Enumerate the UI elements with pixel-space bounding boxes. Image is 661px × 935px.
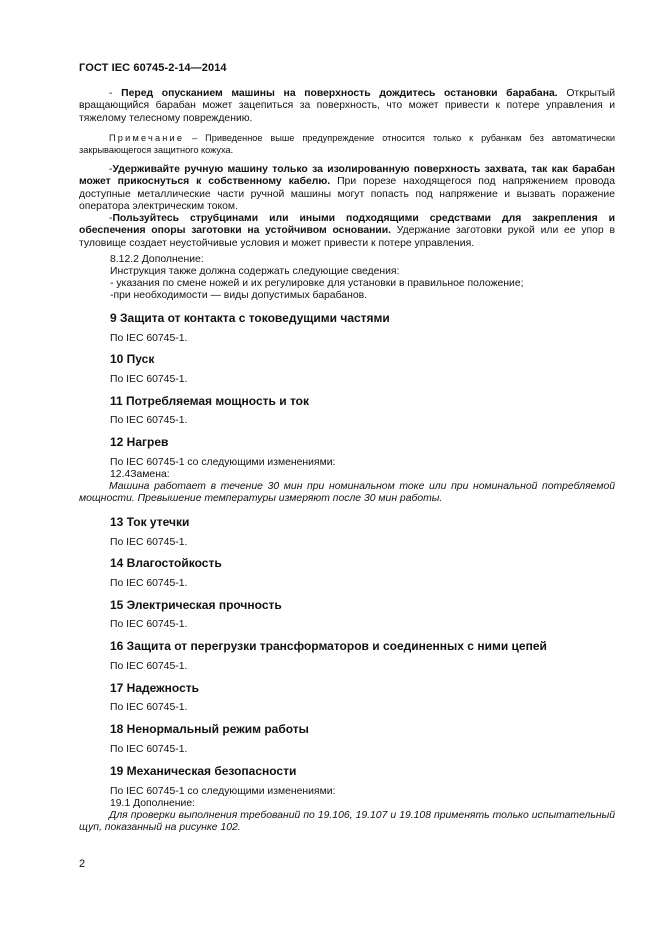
section-heading: 9 Защита от контакта с токоведущими частями bbox=[110, 311, 390, 325]
section-heading: 11 Потребляемая мощность и ток bbox=[110, 394, 310, 408]
section-text: По IEC 60745-1. bbox=[110, 415, 188, 426]
page-number: 2 bbox=[79, 858, 86, 870]
section-heading: 17 Надежность bbox=[110, 681, 200, 695]
warning-paragraph-3: -Пользуйтесь струбцинами или иными подходящими средствами для закрепления и обеспечения опоры заготовки на устойчивом основании. Удержание заготовки рукой или ее упор в туловище создает неустойчивые условия и может привести к потере управления. bbox=[79, 213, 615, 249]
section-heading: 10 Пуск bbox=[110, 352, 155, 366]
section-text: По IEC 60745-1 со следующими изменениями: bbox=[110, 786, 336, 797]
note-paragraph: Примечание – Приведенное выше предупреждение относится только к рубанкам без автоматически закрывающегося защитного кожуха. bbox=[79, 133, 615, 155]
section-heading: 16 Защита от перегрузки трансформаторов и соединенных с ними цепей bbox=[110, 639, 547, 653]
section-heading: 14 Влагостойкость bbox=[110, 556, 222, 570]
section-text: По IEC 60745-1. bbox=[110, 744, 188, 755]
warning-paragraph-1: - Перед опусканием машины на поверхность дождитесь остановки барабана. Открытый вращающийся барабан может зацепиться за поверхность, что может привести к потере управления и тяжелому телесному повреждению. bbox=[79, 88, 615, 124]
section-heading: 15 Электрическая прочность bbox=[110, 598, 282, 612]
warning-paragraph-2: -Удерживайте ручную машину только за изолированную поверхность захвата, так как барабан может прикоснуться к собственному кабелю. При порезе находящегося под напряжением провода доступные металлические части ручной машины могут попасть под напряжение и вызвать поражение оператора электрическим током. bbox=[79, 164, 615, 213]
section-text: По IEC 60745-1. bbox=[110, 619, 188, 630]
note-label: Примечание bbox=[109, 133, 185, 143]
section-text: По IEC 60745-1. bbox=[110, 374, 188, 385]
section-text: По IEC 60745-1 со следующими изменениями: bbox=[110, 457, 336, 468]
section-heading: 12 Нагрев bbox=[110, 435, 169, 449]
section-text: По IEC 60745-1. bbox=[110, 537, 188, 548]
italic-clause-text: Для проверки выполнения требований по 19.106, 19.107 и 19.108 применять только испытательный щуп, показанный на рисунке 102. bbox=[79, 810, 615, 834]
addition-item: - указания по смене ножей и их регулировке для установки в правильное положение; bbox=[110, 278, 524, 289]
addition-item: -при необходимости — виды допустимых барабанов. bbox=[110, 290, 368, 301]
section-text: По IEC 60745-1. bbox=[110, 333, 188, 344]
warning-bold: Пользуйтесь струбцинами или иными подходящими средствами для закрепления и обеспечения опоры заготовки на устойчивом основании. bbox=[79, 213, 615, 237]
document-header: ГОСТ IEC 60745-2-14—2014 bbox=[79, 62, 227, 74]
addition-clause: 8.12.2 Дополнение: bbox=[110, 254, 204, 265]
clause-label: 19.1 Дополнение: bbox=[110, 798, 196, 809]
clause-label: 12.4Замена: bbox=[110, 469, 170, 480]
section-text: По IEC 60745-1. bbox=[110, 578, 188, 589]
section-heading: 13 Ток утечки bbox=[110, 515, 190, 529]
addition-intro: Инструкция также должна содержать следующие сведения: bbox=[110, 266, 400, 277]
section-text: По IEC 60745-1. bbox=[110, 661, 188, 672]
warning-bold: Перед опусканием машины на поверхность дождитесь остановки барабана. bbox=[121, 88, 558, 99]
section-text: По IEC 60745-1. bbox=[110, 702, 188, 713]
section-heading: 18 Ненормальный режим работы bbox=[110, 722, 309, 736]
italic-clause-text: Машина работает в течение 30 мин при номинальном токе или при номинальной потребляемой мощности. Превышение температуры измеряют после 30 мин работы. bbox=[79, 481, 615, 505]
section-heading: 19 Механическая безопасности bbox=[110, 764, 297, 778]
warning-bold: Удерживайте ручную машину только за изолированную поверхность захвата, так как барабан может прикоснуться к собственному кабелю. bbox=[79, 164, 615, 188]
